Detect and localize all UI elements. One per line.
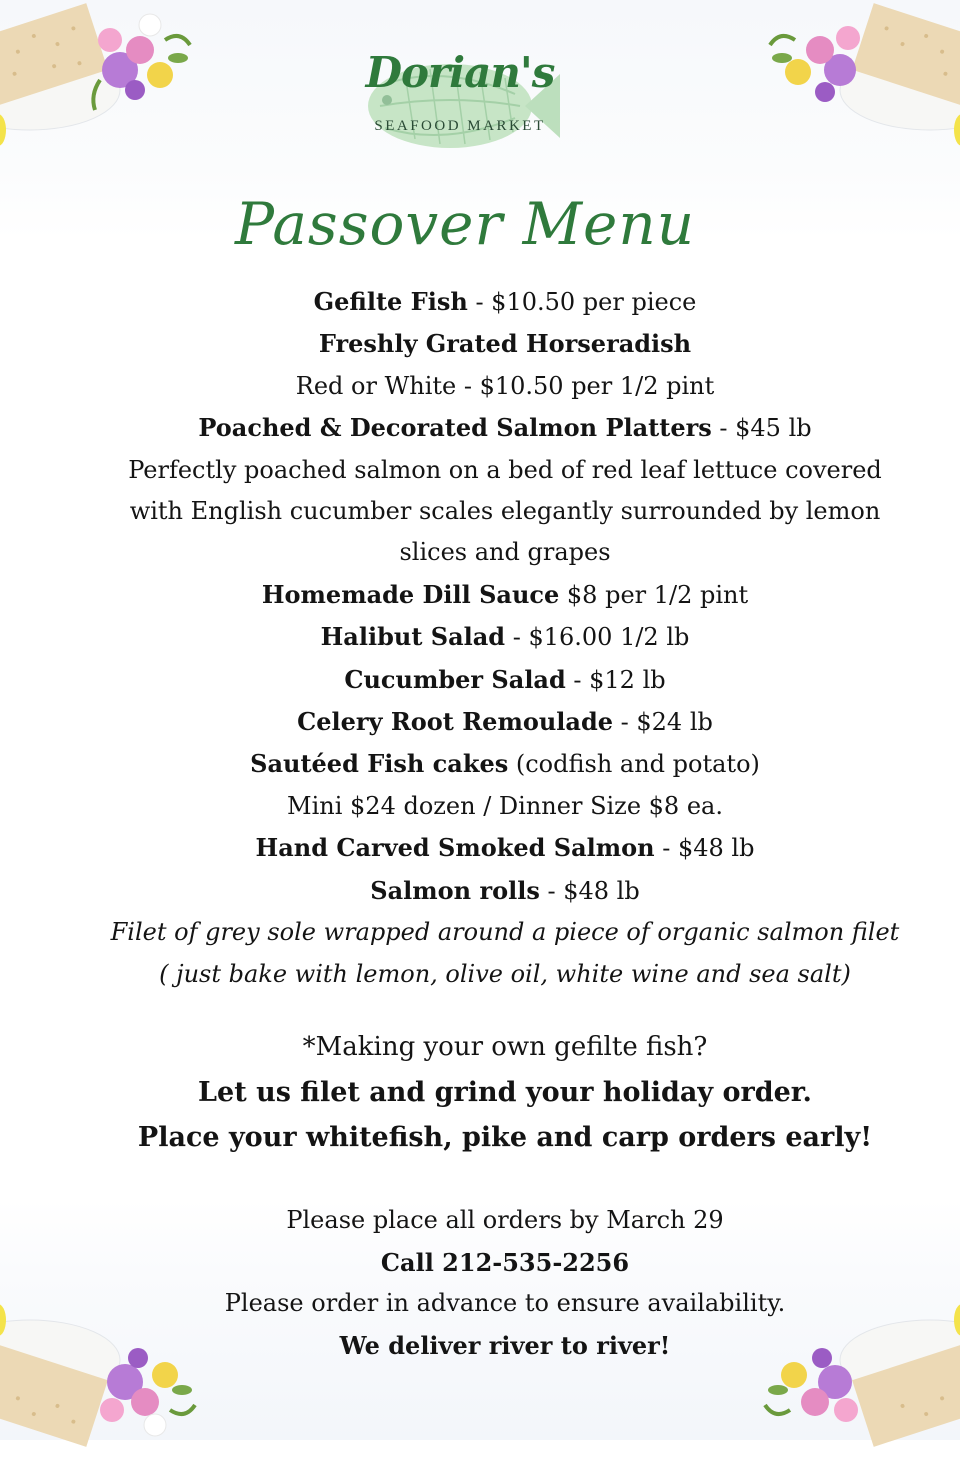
item-name: Gefilte Fish: [313, 287, 468, 316]
logo-wordmark: Dorian's: [365, 48, 555, 97]
menu-item-cucumber-salad: [100, 659, 910, 701]
phone-number: Call 212-535-2256: [380, 1247, 630, 1277]
item-name: Cucumber Salad: [344, 664, 566, 694]
menu-item-horseradish-detail: Red or White - $10.50 per 1/2 pint: [295, 371, 715, 400]
item-price: - $16.00 1/2 lb: [505, 623, 690, 652]
item-note: (codfish and potato): [508, 750, 760, 779]
flower-matzo-corner-top-left: [0, 0, 250, 160]
gefilte-promo: [100, 1025, 910, 1160]
item-name: Hand Carved Smoked Salmon: [255, 833, 655, 863]
menu-item-salmon-rolls-description: Filet of grey sole wrapped around a piece of organic salmon filet: [110, 918, 900, 947]
item-name: Freshly Grated Horseradish: [318, 329, 692, 359]
menu-item-smoked-salmon: [100, 827, 910, 869]
item-name: Poached & Decorated Salmon Platters: [198, 413, 712, 443]
order-deadline: Please place all orders by March 29: [286, 1206, 724, 1234]
item-price: - $12 lb: [565, 665, 666, 694]
promo-question: *Making your own gefilte fish?: [302, 1032, 708, 1062]
menu-item-gefilte: [100, 281, 910, 323]
promo-order-early: Place your whitefish, pike and carp orders early!: [137, 1122, 873, 1153]
delivery-note: We deliver river to river!: [339, 1330, 671, 1360]
menu-item-salmon-rolls: [100, 870, 910, 912]
item-name: Salmon rolls: [370, 875, 540, 905]
logo-subtitle: SEAFOOD MARKET: [374, 118, 546, 134]
menu-item-halibut-salad: [100, 616, 910, 658]
flower-matzo-corner-top-right: [710, 0, 960, 160]
order-info: [100, 1200, 910, 1366]
item-name: Halibut Salad: [320, 622, 506, 652]
item-name: Homemade Dill Sauce: [261, 579, 560, 609]
menu-item-fish-cakes-sizes: Mini $24 dozen / Dinner Size $8 ea.: [287, 791, 723, 820]
item-price: - $48 lb: [539, 876, 640, 905]
menu-item-salmon-rolls-instructions: ( just bake with lemon, olive oil, white wine and sea salt): [159, 959, 851, 988]
menu-item-dill-sauce: [100, 574, 910, 616]
menu-list: [100, 281, 910, 995]
menu-item-salmon-platter: [100, 407, 910, 449]
dorians-logo: [355, 44, 565, 156]
menu-item-horseradish: [100, 323, 910, 365]
item-price: $8 per 1/2 pint: [559, 580, 749, 609]
menu-item-fish-cakes: [100, 743, 910, 785]
menu-item-celery-root: [100, 701, 910, 743]
item-price: - $48 lb: [654, 834, 755, 863]
advance-notice: Please order in advance to ensure availability.: [224, 1289, 786, 1317]
promo-filet-offer: Let us filet and grind your holiday order.: [198, 1077, 812, 1108]
item-price: - $24 lb: [613, 708, 713, 737]
item-name: Celery Root Remoulade: [297, 707, 614, 737]
item-price: - $10.50 per piece: [467, 288, 697, 316]
item-name: Sautéed Fish cakes: [250, 749, 509, 779]
item-price: - $45 lb: [711, 414, 812, 443]
page-title: Passover Menu: [234, 190, 696, 258]
menu-item-salmon-platter-description: Perfectly poached salmon on a bed of red leaf lettuce covered with English cucumber scales elegantly surrounded by lemon slices and grapes: [128, 455, 882, 567]
